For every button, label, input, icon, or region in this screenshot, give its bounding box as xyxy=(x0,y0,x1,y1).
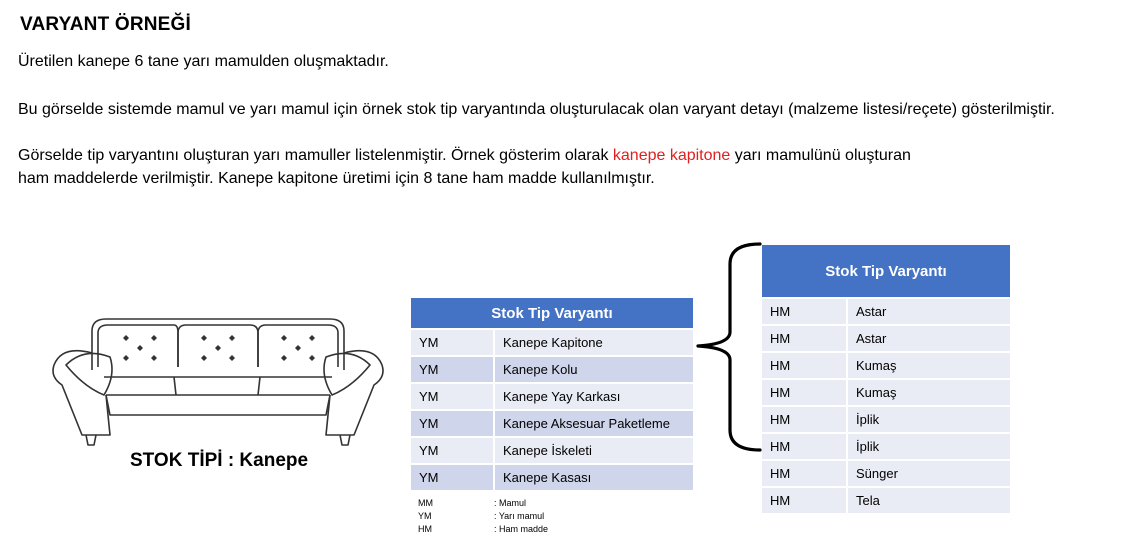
row-name: Kanepe Kapitone xyxy=(493,330,693,357)
table-row xyxy=(762,326,1010,353)
description-paragraph: Bu görselde sistemde mamul ve yarı mamul için örnek stok tip varyantında oluşturulacak olan varyant detayı (malzeme listesi/reçete) gösterilmiştir. xyxy=(18,101,1055,118)
highlight-kanepe-kapitone: kanepe kapitone xyxy=(612,147,731,164)
row-name: Kanepe Kolu xyxy=(493,357,693,384)
legend-abbr: HM xyxy=(418,524,432,534)
row-code: HM xyxy=(762,353,846,380)
table-row xyxy=(411,438,693,465)
stok-tipi-label: STOK TİPİ : Kanepe xyxy=(130,450,309,471)
table-row xyxy=(762,299,1010,326)
detail-text-before: Görselde tip varyantını oluşturan yarı mamuller listelenmiştir. Örnek gösterim olarak xyxy=(18,147,613,164)
legend-item xyxy=(418,523,548,536)
table-row xyxy=(411,330,693,357)
row-name: Kanepe Yay Karkası xyxy=(493,384,693,411)
table-row xyxy=(411,384,693,411)
row-code: HM xyxy=(762,488,846,515)
row-code: HM xyxy=(762,326,846,353)
row-name: Kumaş xyxy=(846,353,1010,380)
right-variant-table xyxy=(762,245,1010,515)
detail-paragraph-line1 xyxy=(18,145,911,167)
legend-item xyxy=(418,510,548,523)
table-row xyxy=(411,411,693,438)
abbreviation-legend xyxy=(418,497,548,536)
legend-desc: : Ham madde xyxy=(494,524,549,534)
row-name: İplik xyxy=(846,434,1010,461)
legend-abbr: YM xyxy=(418,511,432,521)
table-row xyxy=(411,357,693,384)
row-name: Sünger xyxy=(846,461,1010,488)
legend-abbr: MM xyxy=(418,498,433,508)
row-code: YM xyxy=(411,330,493,357)
row-name: Kumaş xyxy=(846,380,1010,407)
row-code: YM xyxy=(411,384,493,411)
table-row xyxy=(762,434,1010,461)
row-name: Kanepe Aksesuar Paketleme xyxy=(493,411,693,438)
legend-item xyxy=(418,497,548,510)
row-name: Astar xyxy=(846,326,1010,353)
page-title: VARYANT ÖRNEĞİ xyxy=(20,14,192,35)
row-code: YM xyxy=(411,357,493,384)
row-code: YM xyxy=(411,438,493,465)
row-name: Kanepe Kasası xyxy=(493,465,693,492)
table-row xyxy=(762,461,1010,488)
row-name: Tela xyxy=(846,488,1010,515)
left-variant-table xyxy=(411,298,693,492)
row-code: YM xyxy=(411,465,493,492)
table-row xyxy=(411,465,693,492)
table-row xyxy=(762,353,1010,380)
table-row xyxy=(762,380,1010,407)
detail-text-after: yarı mamulünü oluşturan xyxy=(730,147,911,164)
legend-desc: : Mamul xyxy=(494,498,527,508)
row-code: HM xyxy=(762,434,846,461)
table-row xyxy=(762,488,1010,515)
row-name: Kanepe İskeleti xyxy=(493,438,693,465)
detail-paragraph-line2: ham maddelerde verilmiştir. Kanepe kapitone üretimi için 8 tane ham madde kullanılmıştır. xyxy=(18,170,655,187)
row-code: HM xyxy=(762,461,846,488)
legend-desc: : Yarı mamul xyxy=(494,511,545,521)
row-code: HM xyxy=(762,299,846,326)
intro-paragraph: Üretilen kanepe 6 tane yarı mamulden oluşmaktadır. xyxy=(18,53,389,70)
right-table-header: Stok Tip Varyantı xyxy=(762,245,1010,299)
table-row xyxy=(762,407,1010,434)
curly-brace-icon xyxy=(690,240,770,455)
sofa-icon xyxy=(48,315,388,450)
row-code: YM xyxy=(411,411,493,438)
row-code: HM xyxy=(762,380,846,407)
left-table-header: Stok Tip Varyantı xyxy=(411,298,693,330)
row-name: Astar xyxy=(846,299,1010,326)
row-name: İplik xyxy=(846,407,1010,434)
row-code: HM xyxy=(762,407,846,434)
